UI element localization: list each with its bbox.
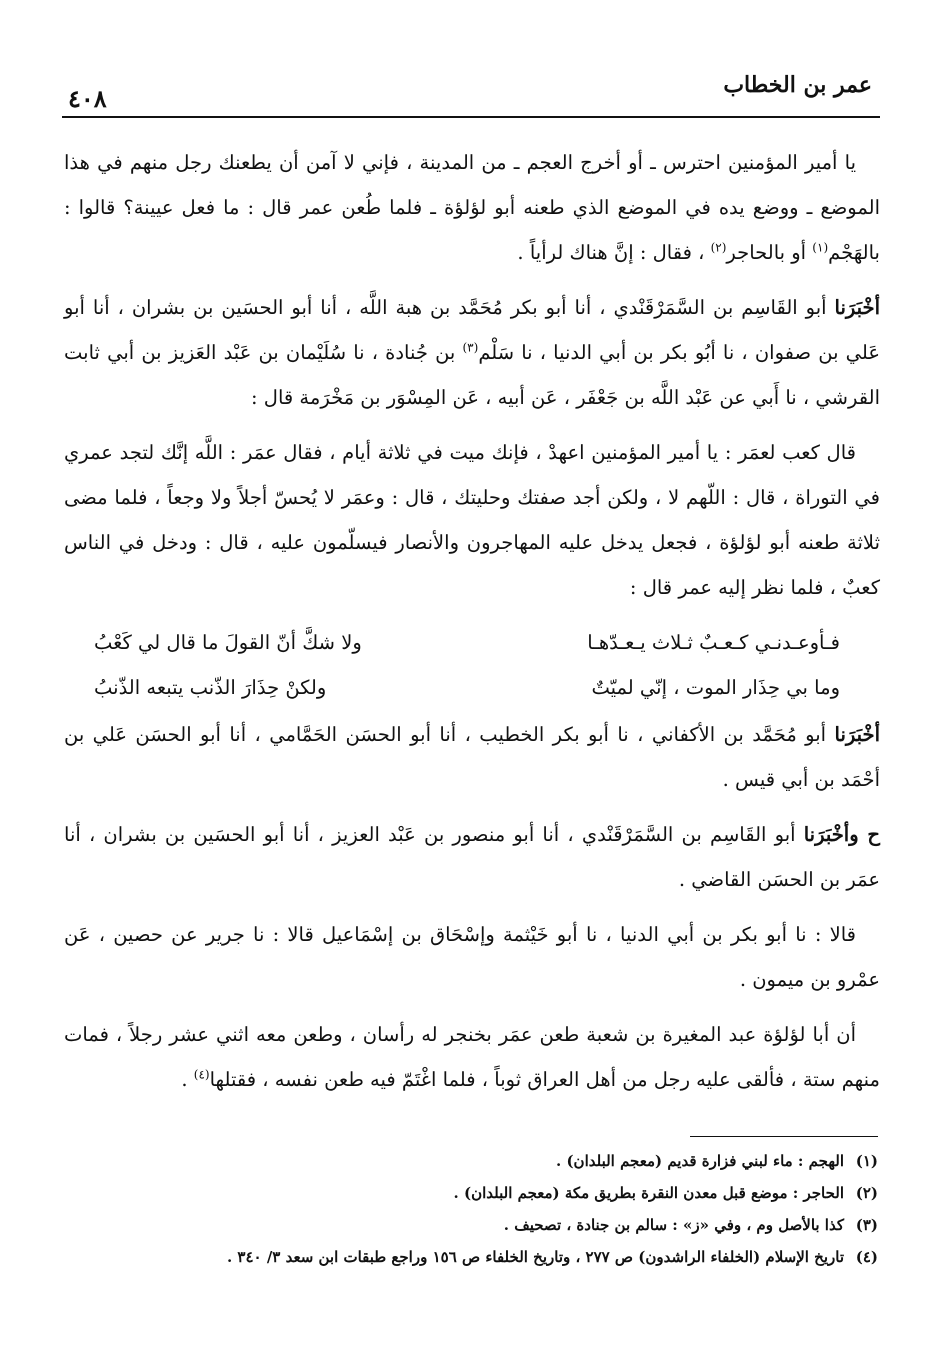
paragraph-text: أن أبا لؤلؤة عبد المغيرة بن شعبة طعن عمَر بخنجر له رأسان ، وطعن معه اثني عشر رجلاً ، فمات منهم ستة ، فألقى عليه رجل من أهل العراق ثوباً ، فلما اغْتَمّ فيه طعن نفسه ، فقتلها [64,1023,880,1091]
footnote-text: الهجم : ماء لبني فزارة قديم (معجم البلدان) . [556,1152,844,1170]
footnotes [70,1145,878,1273]
paragraph-4 [64,712,880,802]
verse-first-hemistich: وما بي حِذَار الموت ، إنّي لميّتٌ [591,676,840,699]
footnote-item [70,1241,878,1273]
footnote-ref-2[interactable]: (٢) [710,240,727,255]
verse-second-hemistich: ولكنْ حِذَارَ الذّنب يتبعه الذّنبُ [94,676,327,699]
verse-second-hemistich: ولا شكَّ أنّ القولَ ما قال لي كَعْبُ [94,631,362,654]
running-header [62,72,880,116]
paragraph-text: يا أمير المؤمنين احترس ـ أو أخرج العجم ـ من المدينة ، فإني لا آمن أن يطعنك رجل منهم في هذا الموضع ـ ووضع يده في الموضع الذي طعنه أبو لؤلؤة ـ فلما طُعن عمر قال : ما فعل عيينة؟ قالوا : بالهَجْم [64,151,880,264]
paragraph-text: أبو القَاسِم بن السَّمَرْقَنْدي ، أنا أبو منصور بن عَبْد العزيز ، أنا أبو الحسَين بن بشران ، أنا عمَر بن الحسَن القاضي . [64,823,880,891]
paragraph-7 [64,1012,880,1102]
paragraph-3 [64,430,880,610]
paragraph-6 [64,912,880,1002]
footnote-number: (٤) [855,1248,878,1266]
footnote-number: (٣) [855,1216,878,1234]
isnad-lead: أخْبَرَنا [834,296,880,319]
isnad-lead: أخْبَرَنا [834,723,880,746]
paragraph-5 [64,812,880,902]
footnote-text: كذا بالأصل وم ، وفي «ز» : سالم بن جنادة ، تصحيف . [503,1216,844,1234]
footnote-text: الحاجر : موضع قبل معدن النقرة بطريق مكة (معجم البلدان) . [453,1184,844,1202]
footnote-ref-1[interactable]: (١) [812,240,829,255]
paragraph-2 [64,285,880,420]
footnote-ref-4[interactable]: (٤) [193,1067,210,1082]
chapter-title: عمر بن الخطاب [723,72,872,98]
paragraph-text: قال كعب لعمَر : يا أمير المؤمنين اعهدْ ، فإنك ميت في ثلاثة أيام ، فقال عمَر : اللَّه إنَّك لتجد عمري في التوراة ، قال : اللّهم لا ، ولكن أجد صفتك وحليتك ، قال : وعمَر لا يُحسّ أجلاً ولا وجعاً ، فلما مضى ثلاثة طعنه أبو لؤلؤة ، فجعل يدخل عليه المهاجرون والأنصار فيسلّمون عليه ، قال : ودخل في الناس كعبٌ ، فلما نظر إليه عمر قال : [64,441,880,599]
main-text [64,140,880,1112]
header-rule [62,116,880,118]
page-number: ٤٠٨ [68,84,107,113]
paragraph-text: أبو القَاسِم بن السَّمَرْقَنْدي ، أنا أبو بكر مُحَمَّد بن هبة اللَّه ، أنا أبو الحسَين بن بشران ، أنا أبو عَلي بن صفوان ، نا أبُو بكر بن أبي الدنيا ، نا سَلْم [64,296,880,364]
poem [64,620,880,710]
paragraph-text: أبو مُحَمَّد بن الأكفاني ، نا أبو بكر الخطيب ، أنا أبو الحسَن الحَمَّامي ، أنا أبو الحسَن عَلي بن أحْمَد بن أبي قيس . [64,723,880,791]
paragraph-text: قالا : نا أبو بكر بن أبي الدنيا ، نا أبو خَيْثمة وإسْحَاق بن إسْمَاعيل قالا : نا جرير عن حصين ، عَن عمْرو بن ميمون . [64,923,880,991]
footnote-text: تاريخ الإسلام (الخلفاء الراشدون) ص ٢٧٧ ، وتاريخ الخلفاء ص ١٥٦ وراجع طبقات ابن سعد ٣/ ٣٤٠ . [226,1248,844,1266]
isnad-lead: ح وأخْبَرَنا [803,823,880,846]
footnote-ref-3[interactable]: (٣) [462,340,479,355]
paragraph-text: ، فقال : إنَّ هناك لرأياً . [517,241,711,264]
paragraph-text: أو بالحاجر [726,241,813,264]
paragraph-text: بن جُنادة ، نا سُلَيْمان بن عَبْد العَزيز بن أبي ثابت القرشي ، نا أَبي عن عَبْد اللَّه بن جَعْفَر ، عَن أبيه ، عَن المِسْوَر بن مَخْرَمة قال : [64,341,880,409]
poem-verse [64,665,880,710]
paragraph-1 [64,140,880,275]
footnote-number: (١) [855,1152,878,1170]
verse-first-hemistich: فـأوعـدنـي كـعـبٌ ثـلاث يـعـدّهـا [587,631,840,654]
footnote-item [70,1209,878,1241]
footnote-rule [690,1136,878,1137]
poem-verse [64,620,880,665]
footnote-item [70,1145,878,1177]
paragraph-text: . [181,1068,194,1091]
footnote-item [70,1177,878,1209]
footnote-number: (٢) [855,1184,878,1202]
